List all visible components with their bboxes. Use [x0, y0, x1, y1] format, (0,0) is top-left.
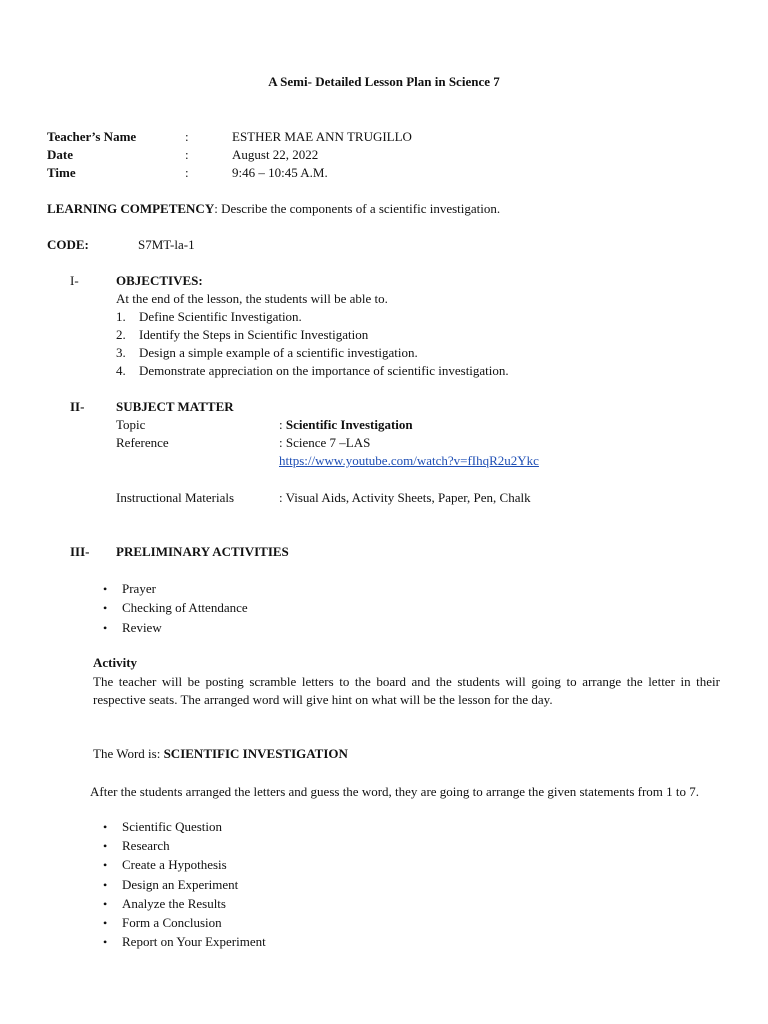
time-value: 9:46 – 10:45 A.M.	[232, 165, 328, 180]
competency-label: LEARNING COMPETENCY	[47, 201, 215, 216]
teacher-name-sep: :	[185, 129, 189, 144]
step-item: Form a Conclusion	[122, 915, 222, 930]
preliminary-item: Prayer	[122, 581, 156, 596]
code-value: S7MT-la-1	[138, 237, 195, 252]
step-item: Report on Your Experiment	[122, 934, 266, 949]
word-label: The Word is:	[93, 746, 164, 761]
bullet-icon: •	[103, 621, 108, 635]
learning-competency	[47, 201, 500, 217]
topic-value	[279, 417, 413, 433]
objective-num: 3.	[116, 345, 126, 360]
bullet-icon: •	[103, 582, 108, 596]
topic-text: Scientific Investigation	[285, 417, 413, 432]
bullet-icon: •	[103, 878, 108, 892]
bullet-icon: •	[103, 897, 108, 911]
page-title: A Semi- Detailed Lesson Plan in Science 7	[268, 74, 500, 89]
objectives-heading: OBJECTIVES:	[116, 273, 203, 288]
date-sep: :	[185, 147, 189, 162]
materials-label: Instructional Materials	[116, 490, 235, 505]
date-label: Date	[47, 147, 73, 162]
time-label: Time	[47, 165, 76, 180]
preliminary-item: Review	[122, 620, 162, 635]
teacher-name-value: ESTHER MAE ANN TRUGILLO	[232, 129, 412, 144]
bullet-icon: •	[103, 820, 108, 834]
objective-item: Define Scientific Investigation.	[139, 309, 302, 324]
objective-num: 1.	[116, 309, 126, 324]
bullet-icon: •	[103, 916, 108, 930]
time-sep: :	[185, 165, 189, 180]
step-item: Research	[122, 838, 170, 853]
preliminary-heading: PRELIMINARY ACTIVITIES	[116, 544, 289, 559]
topic-label: Topic	[116, 417, 146, 432]
objective-item: Demonstrate appreciation on the importance of scientific investigation.	[139, 363, 509, 378]
objective-num: 4.	[116, 363, 126, 378]
activity-heading: Activity	[93, 655, 138, 670]
bullet-icon: •	[103, 935, 108, 949]
date-value: August 22, 2022	[232, 147, 319, 162]
word-value: SCIENTIFIC INVESTIGATION	[163, 746, 348, 761]
reference-label: Reference	[116, 435, 169, 450]
topic-sep: :	[279, 417, 283, 432]
materials-value: : Visual Aids, Activity Sheets, Paper, Pen, Chalk	[279, 490, 531, 505]
teacher-name-label: Teacher’s Name	[47, 129, 137, 144]
bullet-icon: •	[103, 858, 108, 872]
objective-item: Identify the Steps in Scientific Investigation	[139, 327, 369, 342]
step-item: Design an Experiment	[122, 877, 239, 892]
reference-value: : Science 7 –LAS	[279, 435, 371, 450]
preliminary-item: Checking of Attendance	[122, 600, 248, 615]
subject-matter-numeral: II-	[70, 399, 85, 414]
activity-instruction: After the students arranged the letters and guess the word, they are going to arrange the given statements from 1 to 7.	[90, 784, 700, 799]
word-line	[93, 746, 348, 762]
bullet-icon: •	[103, 601, 108, 615]
objective-num: 2.	[116, 327, 126, 342]
reference-link[interactable]: https://www.youtube.com/watch?v=fIhqR2u2Ykc	[279, 453, 539, 468]
objective-item: Design a simple example of a scientific investigation.	[139, 345, 418, 360]
step-item: Scientific Question	[122, 819, 223, 834]
preliminary-numeral: III-	[70, 544, 90, 559]
subject-matter-heading: SUBJECT MATTER	[116, 399, 234, 414]
code-label: CODE:	[47, 237, 89, 252]
competency-text: : Describe the components of a scientific investigation.	[214, 201, 501, 216]
objectives-intro: At the end of the lesson, the students will be able to.	[116, 291, 388, 306]
objectives-numeral: I-	[70, 273, 79, 288]
activity-paragraph: The teacher will be posting scramble letters to the board and the students will going to arrange the letter in their respective seats. The arranged word will give hint on what will be the lesson for the day.	[93, 674, 720, 708]
bullet-icon: •	[103, 839, 108, 853]
step-item: Analyze the Results	[122, 896, 226, 911]
step-item: Create a Hypothesis	[122, 857, 227, 872]
